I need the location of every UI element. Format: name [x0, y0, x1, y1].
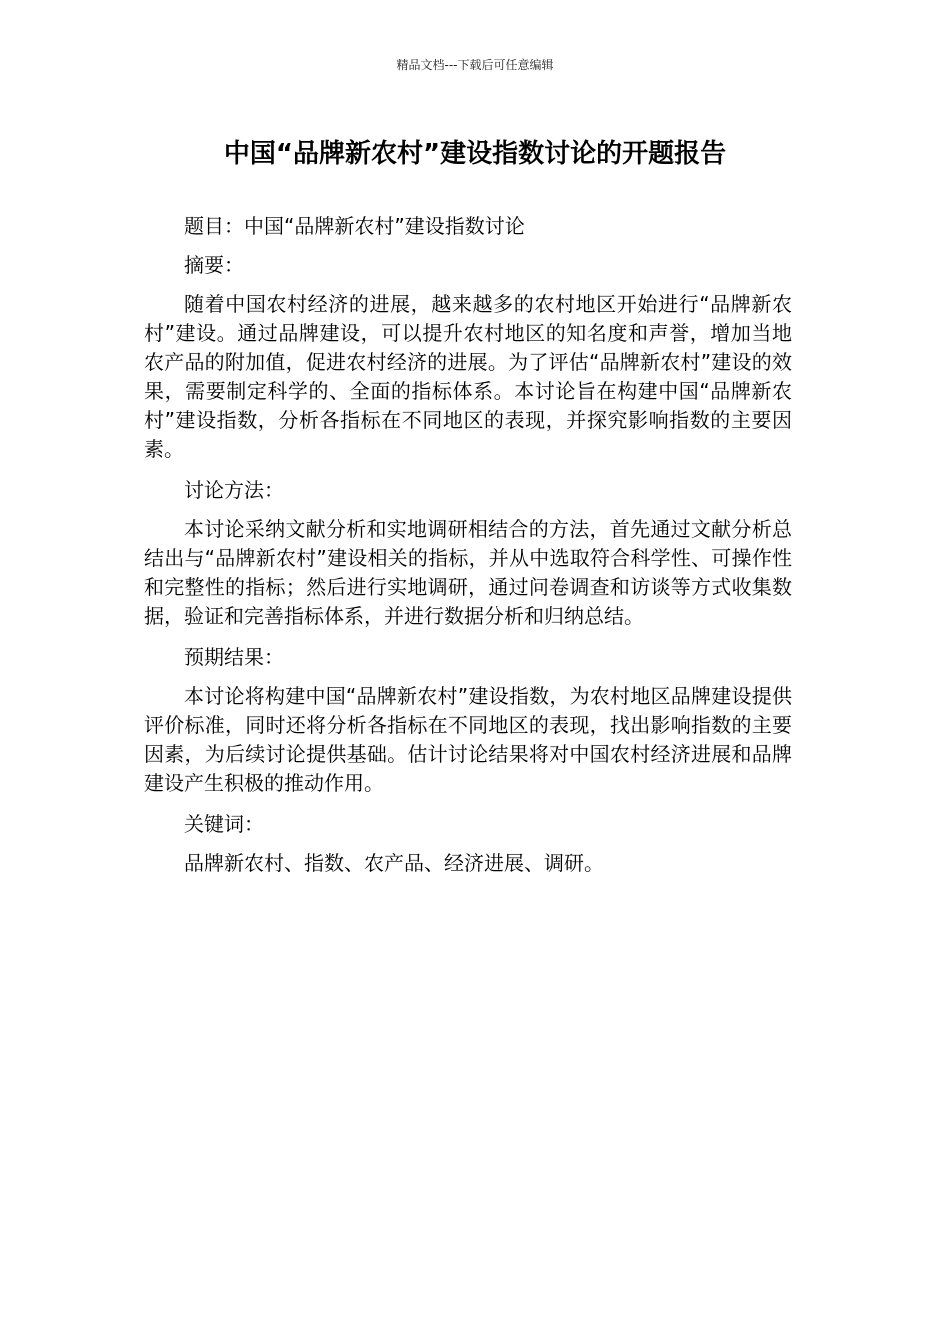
keywords-text: 品牌新农村、指数、农产品、经济进展、调研。: [184, 851, 604, 875]
expected-text: 本讨论将构建中国“品牌新农村”建设指数，为农村地区品牌建设提供评价标准，同时还将分析各指标在不同地区的表现，找出影响指数的主要因素，为后续讨论提供基础。估计讨论结果将对中国农村经济进展和品牌建设产生积极的推动作用。: [144, 684, 792, 795]
header-note: 精品文档---下载后可任意编辑: [396, 58, 554, 72]
abstract-label: 摘要：: [184, 253, 244, 277]
method-text: 本讨论采纳文献分析和实地调研相结合的方法，首先通过文献分析总结出与“品牌新农村”建设相关的指标，并从中选取符合科学性、可操作性和完整性的指标；然后进行实地调研，通过问卷调查和访谈等方式收集数据，验证和完善指标体系，并进行数据分析和归纳总结。: [144, 517, 792, 628]
expected-label: 预期结果：: [184, 645, 284, 669]
method-label: 讨论方法：: [184, 478, 284, 502]
document-body: [144, 212, 792, 890]
abstract-text: 随着中国农村经济的进展，越来越多的农村地区开始进行“品牌新农村”建设。通过品牌建设，可以提升农村地区的知名度和声誉，增加当地农产品的附加值，促进农村经济的进展。为了评估“品牌新农村”建设的效果，需要制定科学的、全面的指标体系。本讨论旨在构建中国“品牌新农村”建设指数，分析各指标在不同地区的表现，并探究影响指数的主要因素。: [144, 292, 792, 461]
topic-line: 题目：中国“品牌新农村”建设指数讨论: [184, 214, 525, 238]
keywords-label: 关键词：: [184, 812, 264, 836]
document-title: 中国“品牌新农村”建设指数讨论的开题报告: [223, 139, 727, 169]
